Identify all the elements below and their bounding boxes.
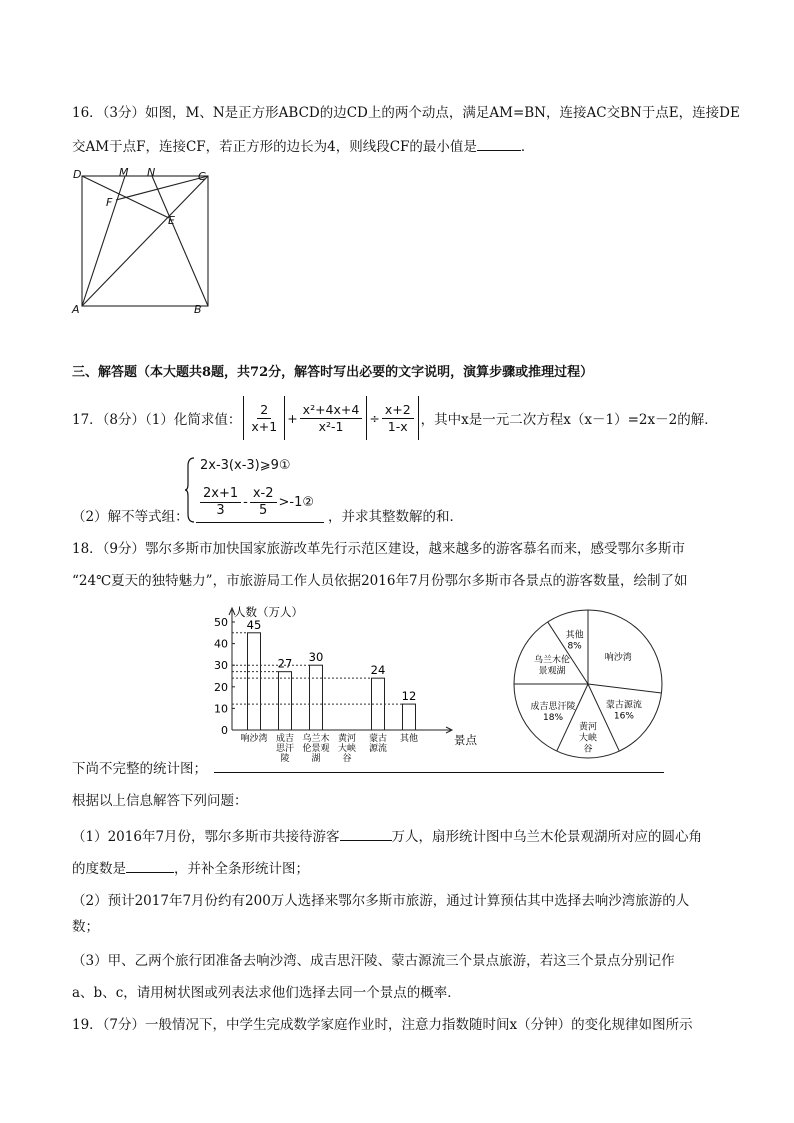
y-tick-label: 40: [214, 637, 228, 651]
pie-slice-label: 乌兰木伦: [534, 655, 571, 666]
q17-prefix: 17．（8分）（1）化简求值：: [72, 412, 242, 428]
pie-slice-label: 8%: [567, 641, 582, 652]
label-b: B: [194, 303, 202, 316]
ineq2-fraction-a-num: 2x+1: [200, 486, 241, 503]
ineq2-fraction-b-den: 5: [259, 503, 268, 518]
category-label: 蒙古: [368, 734, 388, 744]
abs-bar-left: [243, 396, 244, 440]
category-label: 成吉: [275, 734, 295, 744]
q16-line-2: [72, 136, 534, 156]
q18-part-3-line-1: （3）甲、乙两个旅行团准备去响沙湾、成吉思汗陵、蒙古源流三个景点旅游，若这三个景点分别记作: [72, 953, 675, 969]
bar-value-label: 45: [246, 617, 262, 632]
q16-answer-blank[interactable]: [477, 136, 521, 151]
abs-bar-mid: [284, 396, 285, 440]
pie-slice-label: 蒙古源流: [605, 700, 642, 711]
y-tick-label: 20: [214, 680, 228, 694]
q18-p1-text-d: ，并补全条形统计图；: [174, 861, 309, 877]
fraction-3: [382, 402, 414, 435]
y-tick-label: 10: [214, 702, 228, 716]
chart-underline: [214, 772, 664, 773]
q18-p1-text-c: 的度数是: [72, 861, 126, 877]
bar-value-label: 24: [370, 663, 386, 678]
q18-p1-text-a: （1）2016年7月份，鄂尔多斯市共接待游客: [72, 829, 340, 845]
pie-slice-label: 18%: [543, 712, 564, 723]
section-3-heading: 三、解答题（本大题共8题，共72分，解答时写出必要的文字说明，演算步骤或推理过程）: [72, 365, 594, 380]
q17-part-2-prefix: （2）解不等式组：: [72, 509, 189, 525]
bar-chart: [206, 602, 486, 772]
fraction-2-den: x²-1: [318, 418, 344, 434]
category-label: 大峡: [337, 744, 357, 754]
q19-line-1: 19．（7分）一般情况下，中学生完成数学家庭作业时，注意力指数随时间x（分钟）的变化规律如图所示: [72, 1017, 693, 1033]
label-m: M: [119, 166, 129, 179]
category-label: 谷: [342, 754, 352, 764]
q18-part-3-line-2: a、b、c，请用树状图或列表法求他们选择去同一个景点的概率．: [72, 985, 461, 1001]
bar: [403, 704, 416, 730]
pie-slice-label: 大峡: [578, 733, 598, 744]
category-label: 伦景观: [302, 744, 330, 754]
ineq2-fraction-a-den: 3: [216, 503, 225, 518]
category-label: 陵: [280, 754, 290, 764]
total-visitors-blank[interactable]: [340, 826, 392, 841]
q18-part-2-line-2: 数；: [72, 919, 99, 935]
q16-line-1: 16．（3分）如图，M、N是正方形ABCD的边CD上的两个动点，满足AM=BN，连接AC交BN于点E，连接DE: [72, 105, 740, 121]
system-brace: [184, 456, 196, 524]
fraction-2-num: x²+4x+4: [300, 402, 363, 419]
category-label: 黄河: [337, 734, 357, 744]
bar-value-label: 27: [277, 656, 293, 671]
q18-part-1-line-1: [72, 826, 702, 846]
x-axis-label: 景点: [454, 733, 477, 747]
y-tick-label: 50: [214, 616, 228, 629]
y-axis-label: 人数（万人）: [234, 605, 303, 619]
ineq2-minus: -: [243, 495, 248, 510]
y-tick-label: 0: [221, 724, 228, 737]
pie-chart: [508, 604, 668, 764]
q17-part-2-suffix: ，并求其整数解的和．: [328, 509, 463, 525]
angle-blank[interactable]: [126, 858, 174, 873]
fraction-2: [300, 402, 363, 435]
bar: [248, 633, 261, 730]
ineq2-fraction-b-num: x-2: [250, 486, 277, 503]
label-a: A: [72, 303, 80, 316]
system-underline: [196, 522, 324, 523]
bar: [310, 665, 323, 730]
q16-period: ．: [520, 139, 535, 155]
category-label: 响沙湾: [240, 734, 268, 744]
fraction-1-num: 2: [257, 402, 271, 419]
pie-slice-label: 其他: [565, 630, 584, 641]
category-label: 乌兰木: [302, 734, 330, 744]
label-f: F: [106, 196, 113, 209]
q16-line-2-text: 交AM于点F，连接CF，若正方形的边长为4，则线段CF的最小值是: [72, 139, 477, 155]
bar-value-label: 30: [308, 650, 324, 665]
q18-intro: 根据以上信息解答下列问题：: [72, 793, 248, 809]
divide-sign: ÷: [369, 410, 380, 426]
pie-slice-label: 谷: [583, 744, 593, 755]
bar: [279, 672, 292, 730]
fraction-1: [248, 402, 280, 435]
fraction-3-den: 1-x: [387, 418, 408, 434]
y-tick-label: 30: [214, 659, 228, 673]
label-n: N: [147, 166, 156, 179]
segment-am: [82, 176, 125, 306]
inequality-1: 2x-3(x-3)⩾9①: [200, 458, 291, 473]
abs-bar-right: [366, 396, 367, 440]
category-label: 源流: [368, 744, 388, 754]
q18-part-1-line-2: [72, 858, 309, 878]
bar-value-label: 12: [401, 689, 417, 704]
segment-cf: [116, 176, 208, 200]
square-figure: [70, 166, 220, 318]
label-d: D: [73, 168, 82, 181]
pie-slice-label: 16%: [613, 711, 634, 722]
q18-part-2-line-1: （2）预计2017年7月份约有200万人选择来鄂尔多斯市旅游，通过计算预估其中选择去响沙湾旅游的人: [72, 893, 690, 909]
inequality-2: [198, 486, 314, 519]
abs-bar-end: [418, 396, 419, 440]
category-label: 思汗: [275, 744, 295, 754]
q18-line-2: “24℃夏天的独特魅力”，市旅游局工作人员依据2016年7月份鄂尔多斯市各景点的游客数量，绘制了如: [72, 573, 688, 589]
diagonal-ac: [82, 176, 208, 306]
q17-part-1: [72, 392, 718, 444]
pie-slice-label: 黄河: [578, 722, 598, 733]
q18-line-3: 下尚不完整的统计图；: [72, 761, 207, 777]
pie-slice-label: 响沙湾: [604, 652, 632, 663]
q18-line-1: 18．（9分）鄂尔多斯市加快国家旅游改革先行示范区建设，越来越多的游客慕名而来，感受鄂尔多斯市: [72, 541, 686, 557]
category-label: 湖: [311, 754, 321, 764]
ineq2-fraction-a: [200, 486, 241, 519]
pie-slice-label: 成吉思汗陵: [530, 701, 576, 712]
label-e: E: [168, 214, 175, 227]
fraction-1-den: x+1: [251, 418, 278, 434]
segment-bn: [152, 176, 208, 306]
q18-p1-text-b: 万人，扇形统计图中乌兰木伦景观湖所对应的圆心角: [391, 829, 703, 845]
ineq2-tail: >-1②: [278, 495, 315, 510]
fraction-3-num: x+2: [382, 402, 414, 419]
ineq2-fraction-b: [250, 486, 277, 519]
q17-suffix: ，其中x是一元二次方程x（x－1）=2x－2的解．: [420, 412, 718, 428]
category-label: 其他: [399, 734, 419, 744]
label-c: C: [198, 170, 206, 183]
pie-slice-label: 景观湖: [538, 666, 566, 677]
plus-sign: +: [287, 410, 298, 426]
